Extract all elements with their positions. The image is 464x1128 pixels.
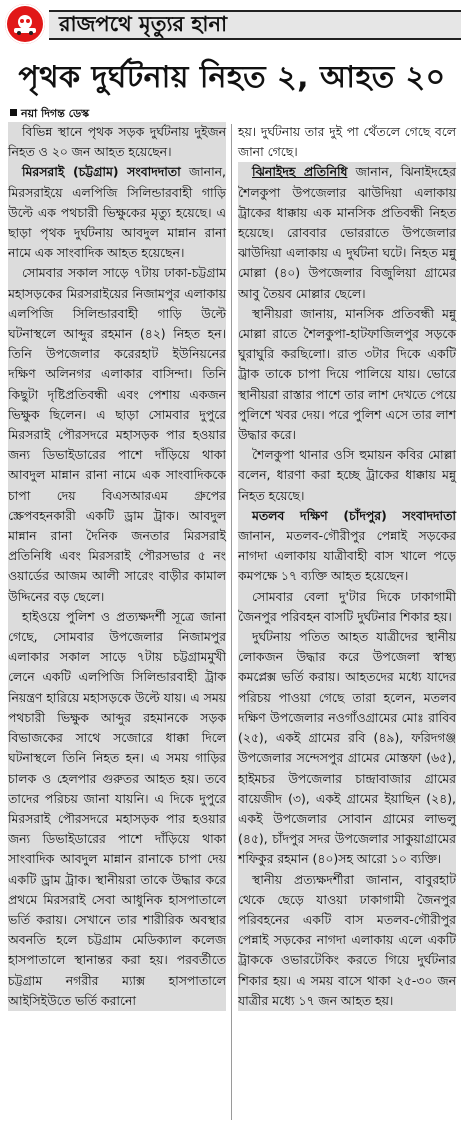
article-paragraph	[238, 587, 456, 627]
left-column	[8, 122, 226, 1011]
paragraph-text: স্থানীয় প্রত্যক্ষদর্শীরা জানান, বাবুরহাট থেকে ছেড়ে যাওয়া ঢাকাগামী জৈনপুর পরিবহনের একটি বাস মতলব-গৌরীপুর পেন্নাই সড়কের নাগদা এলাকায় এলে একটি ট্রাককে ওভারটেকিং করতে গিয়ে দুর্ঘটনার শিকার হয়। এ সময় বাসে থাকা ২৫-৩০ জন যাত্রীর মধ্যে ১৭ জন আহত হয়।	[238, 871, 456, 1008]
section-banner	[3, 4, 461, 44]
paragraph-text: জানান, ঝিনাইদহের শৈলকুপা উপজেলার ঝাউদিয়া এলাকায় ট্রাকের ধাক্কায় এক মানসিক প্রতিবন্ধী নিহত হয়েছে। রোববার ভোররাতে উপজেলার ঝাউদিয়া এলাকায় এ দুর্ঘটনা ঘটে। নিহত মন্নু মোল্লা (৪০) উপজেলার বিজুলিয়া গ্রামের আবু তৈয়ব মোল্লার ছেলে।	[238, 164, 456, 301]
article-paragraph	[238, 162, 456, 303]
article-paragraph	[8, 263, 226, 606]
paragraph-text: জানান, মতলব-গৌরীপুর পেন্নাই সড়কের নাগদা এলাকায় যাত্রীবাহী বাস খালে পড়ে কমপক্ষে ১৭ ব্যক্তি আহত হয়েছেন।	[238, 528, 456, 584]
red-skull-car-icon	[5, 4, 45, 44]
paragraph-text: দুর্ঘটনায় পতিত আহত যাত্রীদের স্থানীয় লোকজন উদ্ধার করে উপজেলা স্বাস্থ্য কমপ্লেক্স ভর্তি করায়। আহতদের মধ্যে যাদের পরিচয় পাওয়া গেছে তারা হলেন, মতলব দক্ষিণ উপজেলার নওগাঁওগ্রামের মোঃ রাবিব (২৫), একই গ্রামের রবি (৪৯), ফরিদগঞ্জ উপজেলার সন্দেসপুর গ্রামের মোস্তফা (৬৫), হাইমচর উপজেলার চান্দ্রাবাজার গ্রামের বায়েজীদ (৩), একই গ্রামের ইয়াছিন (২৪), একই উপজেলার সোবান গ্রামের লাভলু (৪৫), চাঁদপুর সদর উপজেলার সাকুয়াগ্রামের শফিকুর রহমান (৪০)সহ আরো ১০ ব্যক্তি।	[238, 629, 456, 867]
headline: পৃথক দুর্ঘটনায় নিহত ২, আহত ২০	[18, 60, 446, 95]
paragraph-text: সোমবার বেলা দু'টার দিকে ঢাকাগামী জৈনপুর পরিবহন বাসটি দুর্ঘটনার শিকার হয়।	[238, 588, 456, 624]
square-bullet-icon	[10, 109, 17, 116]
byline-text: নয়া দিগন্ত ডেস্ক	[21, 107, 90, 120]
article-paragraph	[238, 304, 456, 445]
paragraph-text: স্থানীয়রা জানায়, মানসিক প্রতিবন্ধী মন্নু মোল্লা রাতে শৈলকুপা-হাটফাজিলপুর সড়কে ঘুরাঘুরি করছিলো। রাত ৩টার দিকে একটি ট্রাক তাকে চাপা দিয়ে পালিয়ে যায়। ভোরে স্থানীয়রা রাস্তার পাশে তার লাশ দেখতে পেয়ে পুলিশে খবর দেয়। পরে পুলিশ এসে তার লাশ উদ্ধার করে।	[238, 305, 456, 443]
article-paragraph	[238, 870, 456, 1011]
dateline: মিরসরাই (চট্টগ্রাম) সংবাদদাতা	[22, 164, 181, 180]
article-paragraph	[238, 506, 456, 587]
paragraph-text: বিভিন্ন স্থানে পৃথক সড়ক দুর্ঘটনায় দুইজন নিহত ও ২০ জন আহত হয়েছেন।	[8, 124, 226, 160]
paragraph-text: হয়। দুর্ঘটনায় তার দুই পা থেঁতলে গেছে বলে জানা গেছে।	[238, 124, 456, 160]
article-paragraph	[8, 162, 226, 263]
article-paragraph	[238, 122, 456, 162]
right-column	[238, 122, 456, 1011]
article-paragraph	[238, 445, 456, 506]
paragraph-text: জানান, মিরসরাইয়ে এলপিজি সিলিন্ডারবাহী গাড়ি উল্টে এক পথচারী ভিক্ষুকের মৃত্যু হয়েছে। এ ছাড়া পৃথক দুর্ঘটনায় আবদুল মান্নান রানা নামে এক সাংবাদিক আহত হয়েছেন।	[8, 164, 226, 261]
paragraph-text: সোমবার সকাল সাড়ে ৭টায় ঢাকা-চট্টগ্রাম মহাসড়কের মিরসরাইয়ের নিজামপুর এলাকায় এলপিজি সিলিন্ডারবাহী গাড়ি উল্টে ঘটনাস্থলে আব্দুর রহমান (৪২) নিহত হন। তিনি উপজেলার করেরহাট ইউনিয়নের দক্ষিণ অলিনগর এলাকার বাসিন্দা। তিনি কিছুটা দৃষ্টিপ্রতিবন্ধী এবং পেশায় একজন ভিক্ষুক ছিলেন। এ ছাড়া সোমবার দুপুরে মিরসরাই পৌরসদরে মহাসড়ক পার হওয়ার জন্য ডিভাইডারের পাশে দাঁড়িয়ে থাকা আবদুল মান্নান রানা নামে এক সাংবাদিককে চাপা দেয় বিএসআরএম গ্রুপের স্ক্রেপবহনকারী একটি ড্রাম ট্রাক। আবদুল মান্নান রানা দৈনিক জনতার মিরসরাই প্রতিনিধি এবং মিরসরাই পৌরসভার ৫ নং ওয়ার্ডের আজম আলী সারেং বাড়ীর কামাল উদ্দিনের বড় ছেলে।	[8, 265, 226, 604]
article-paragraph	[8, 122, 226, 162]
dateline: মতলব দক্ষিণ (চাঁদপুর) সংবাদদাতা	[252, 507, 456, 523]
byline	[10, 107, 89, 121]
article-paragraph	[8, 607, 226, 1011]
article-paragraph	[238, 627, 456, 869]
paragraph-text: শৈলকুপা থানার ওসি হুমায়ন কবির মোল্লা বলেন, ধারণা করা হচ্ছে ট্রাকের ধাক্কায় মন্নু নিহত হয়েছে।	[238, 447, 456, 503]
dateline: ঝিনাইদহ প্রতিনিধি	[252, 164, 348, 180]
banner-label: রাজপথে মৃত্যুর হানা	[59, 12, 228, 36]
column-divider	[231, 124, 232, 1120]
paragraph-text: হাইওয়ে পুলিশ ও প্রত্যক্ষদর্শী সূত্রে জানা গেছে, সোমবার উপজেলার নিজামপুর এলাকার সকাল সাড়ে ৭টায় চট্টগ্রামমুখী লেনে একটি এলপিজি সিলিন্ডারবাহী ট্রাক নিয়ন্ত্রণ হারিয়ে মহাসড়কে উল্টে যায়। এ সময় পথচারী ভিক্ষুক আব্দুর রহমানকে সড়ক বিভাজকের সাথে সজোরে ধাক্কা দিলে ঘটনাস্থলে তিনি নিহত হন। এ সময় গাড়ির চালক ও হেলপার গুরুতর আহত হয়। তবে তাদের পরিচয় জানা যায়নি। এ দিকে দুপুরে মিরসরাই পৌরসদরে মহাসড়ক পার হওয়ার জন্য ডিভাইডারের পাশে দাঁড়িয়ে থাকা সাংবাদিক আবদুল মান্নান রানাকে চাপা দেয় একটি ড্রাম ট্রাক। স্থানীয়রা তাকে উদ্ধার করে প্রথমে মিরসরাই সেবা আধুনিক হাসপাতালে ভর্তি করায়। সেখানে তার শারীরিক অবস্থার অবনতি হলে চট্টগ্রাম মেডিক্যাল কলেজ হাসপাতালে স্থানান্তর করা হয়। পরবর্তীতে চট্টগ্রাম নগরীর ম্যাক্স হাসপাতালে আইসিইউতে ভর্তি করানো	[8, 608, 226, 1008]
